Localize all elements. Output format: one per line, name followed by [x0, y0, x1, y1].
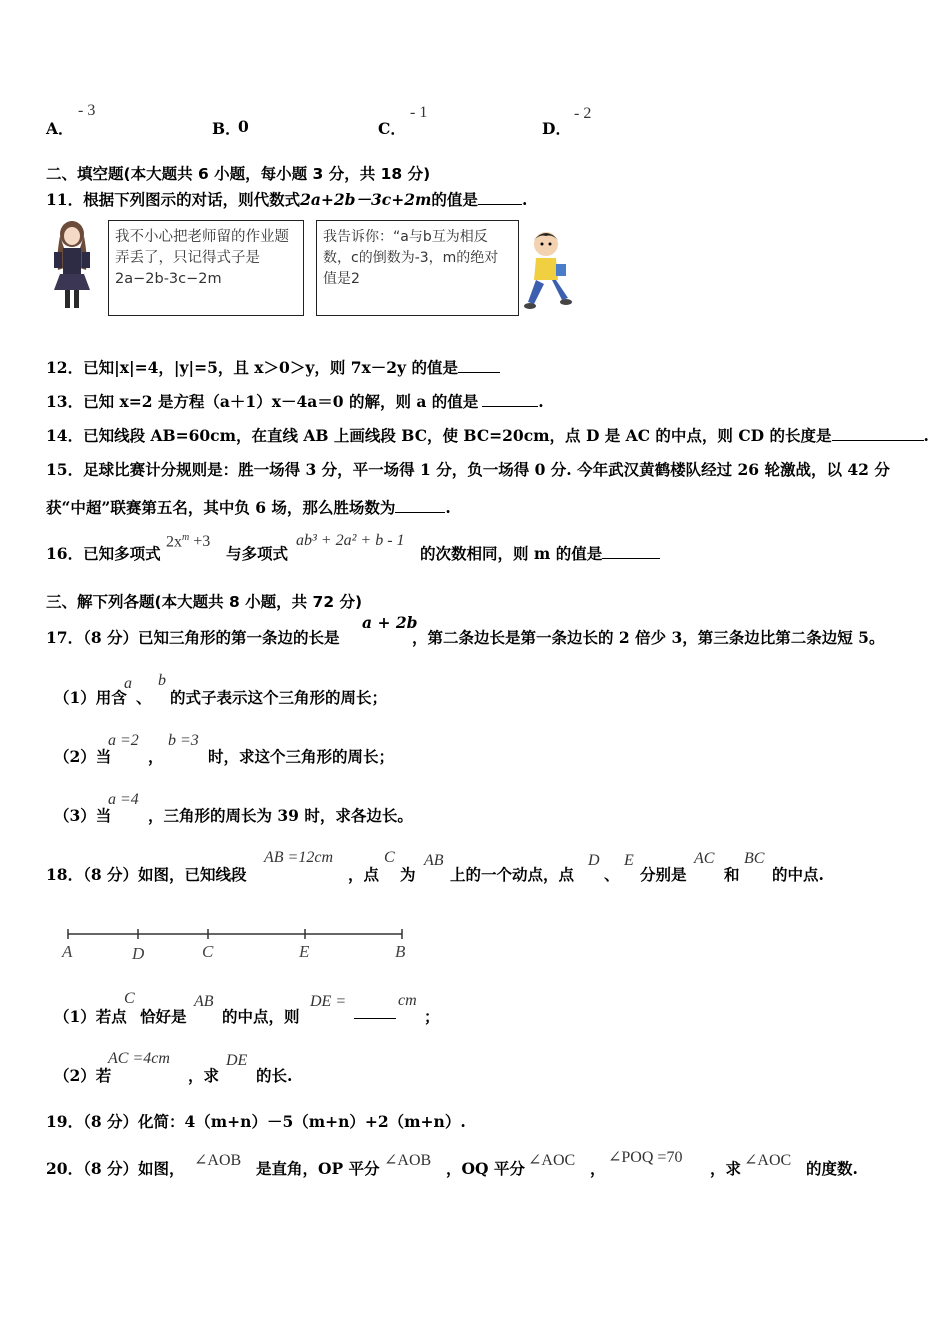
speech-bubble-boy: 我告诉你：“a与b互为相反数，c的倒数为-3，m的绝对值是2 [316, 220, 519, 316]
q20-e5: ∠AOC [744, 1152, 792, 1169]
q16-poly1: $2x^m +3$ [166, 532, 211, 551]
q12-blank [458, 358, 500, 373]
q17-p2-tail: 时，求这个三角形的周长； [208, 747, 395, 766]
q13-text: 13．已知 x=2 是方程（a＋1）x－4a＝0 的解，则 a 的值是 [46, 392, 479, 411]
q11-blank [478, 190, 522, 205]
q13 [46, 390, 544, 412]
q18-p1-c: 的中点，则 [222, 1007, 300, 1026]
q18-f: 分别是 [640, 865, 687, 884]
q17-p1-var-a: a [124, 675, 132, 692]
q11-end: . [521, 190, 528, 209]
q17-tail: ，第二条边长是第一条边长的 2 倍少 3，第三条边比第二条边短 5。 [412, 628, 885, 647]
q13-end: . [538, 392, 544, 411]
q17-p2-expr2: b =3 [168, 732, 199, 749]
point-label-b: B [395, 942, 406, 961]
q20-e2: ∠AOB [384, 1152, 432, 1169]
q18-d: 上的一个动点，点 [450, 865, 575, 884]
q12 [46, 356, 500, 378]
boy-illustration [522, 228, 574, 312]
q17-p1-sep: 、 [136, 688, 152, 707]
q17-prefix: 17．（8 分）已知三角形的第一条边的长是 [46, 628, 340, 647]
option-a-label: A． [46, 119, 74, 138]
option-d-value: - 2 [574, 105, 592, 122]
q17-p1-prefix: （1）用含 [54, 688, 127, 707]
segment-diagram [60, 926, 420, 940]
q16-poly2: ab³ + 2a² + b - 1 [296, 532, 405, 549]
q14 [46, 424, 929, 446]
q20-prefix: 20．（8 分）如图， [46, 1159, 185, 1178]
q18-p1-prefix: （1）若点 [54, 1007, 127, 1026]
q16-blank [602, 544, 660, 559]
section-3-title: 三、解下列各题(本大题共 8 小题，共 72 分) [46, 593, 363, 611]
q18-e4: D [588, 852, 600, 869]
option-b-label: B． [212, 119, 241, 138]
q15-text: 获“中超”联赛第五名，其中负 6 场，那么胜场数为 [46, 498, 396, 517]
point-label-c: C [202, 942, 214, 961]
q18-c: 为 [400, 865, 416, 884]
q18-p1-b: 恰好是 [140, 1007, 187, 1026]
q16-prefix: 16．已知多项式 [46, 544, 161, 563]
q18-p2-prefix: （2）若 [54, 1066, 112, 1085]
point-label-a: A [62, 942, 73, 961]
q18-e6: AC [694, 850, 715, 867]
q16-tail: 的次数相同，则 m 的值是 [420, 542, 660, 564]
speech-bubble-girl: 我不小心把老师留的作业题弄丢了，只记得式子是2a−2b-3c−2m [108, 220, 304, 316]
q18-prefix: 18．（8 分）如图，已知线段 [46, 865, 247, 884]
q15-line1: 15．足球比赛计分规则是：胜一场得 3 分，平一场得 1 分，负一场得 0 分. 今年武汉黄鹤楼队经过 26 轮激战，以 42 分 [46, 460, 890, 479]
q17-p2-comma: ， [148, 747, 164, 766]
option-c-value: - 1 [410, 104, 428, 121]
q17-p3-prefix: （3）当 [54, 806, 112, 825]
q16-mid: 与多项式 [226, 544, 289, 563]
q18-e: 、 [604, 865, 620, 884]
q18-e5: E [624, 852, 634, 869]
q18-e2: C [384, 849, 395, 866]
q18-p1-e2: AB [194, 993, 214, 1010]
q11-expr: 2a+2b－3c+2m [300, 190, 432, 209]
q17-p2-expr1: a =2 [108, 732, 139, 749]
q12-text: 12．已知|x|=4，|y|=5，且 x＞0＞y，则 7x－2y 的值是 [46, 358, 458, 377]
option-c-label: C． [378, 119, 406, 138]
q15-line2 [46, 496, 451, 518]
q18-p2-c: 的长. [256, 1066, 293, 1085]
q18-e7: BC [744, 850, 765, 867]
q18-h: 的中点. [772, 865, 824, 884]
q18-e3: AB [424, 852, 444, 869]
section-2-title: 二、填空题(本大题共 6 小题，每小题 3 分，共 18 分) [46, 165, 431, 183]
option-b-value: 0 [238, 117, 249, 136]
q20-e1: ∠AOB [194, 1152, 242, 1169]
q20-e4: ∠POQ =70 [608, 1149, 683, 1166]
q17-p1-var-b: b [158, 672, 166, 689]
q18-g: 和 [724, 865, 740, 884]
point-label-d: D [132, 944, 145, 963]
q18-p2-b: ，求 [188, 1066, 220, 1085]
q15-blank [395, 498, 445, 513]
q14-blank [832, 426, 924, 441]
q20-f: 的度数. [806, 1159, 858, 1178]
q20-e3: ∠AOC [528, 1152, 576, 1169]
q18-p1-e1: C [124, 990, 135, 1007]
q17-expr: a + 2b [362, 613, 418, 632]
q20-e: ，求 [710, 1159, 742, 1178]
q18-b: ，点 [348, 865, 380, 884]
q20-c: ，OQ 平分 [446, 1159, 525, 1178]
q18-p1-blank [354, 1006, 396, 1019]
option-d-label: D． [542, 119, 571, 138]
q17-p2-prefix: （2）当 [54, 747, 112, 766]
q13-blank [482, 392, 538, 407]
q18-p2-e1: AC =4cm [108, 1050, 170, 1067]
q18-p1-d: ； [424, 1007, 440, 1026]
point-label-e: E [299, 942, 310, 961]
q11-text: 11．根据下列图示的对话，则代数式 [46, 190, 301, 209]
q17-p3-tail: ，三角形的周长为 39 时，求各边长。 [148, 806, 413, 825]
q18-p2-e2: DE [226, 1052, 248, 1069]
q17-p1-tail: 的式子表示这个三角形的周长； [170, 688, 388, 707]
q18-p1-e4: cm [398, 992, 417, 1009]
option-a-value: - 3 [78, 102, 96, 119]
girl-illustration [46, 218, 98, 313]
q14-end: . [923, 426, 929, 445]
q11 [46, 188, 527, 210]
q20-b: 是直角，OP 平分 [256, 1159, 380, 1178]
q18-e1: AB =12cm [264, 849, 333, 866]
q20-d: ， [590, 1159, 606, 1178]
q11-tail: 的值是 [431, 190, 478, 209]
q19: 19．（8 分）化简：4（m+n）－5（m+n）+2（m+n）. [46, 1112, 466, 1131]
q18-p1-e3: DE = [310, 993, 347, 1010]
q15-end: . [445, 498, 451, 517]
q17-p3-expr: a =4 [108, 791, 139, 808]
q14-text: 14．已知线段 AB=60cm，在直线 AB 上画线段 BC，使 BC=20cm，点 D 是 AC 的中点，则 CD 的长度是 [46, 426, 832, 445]
